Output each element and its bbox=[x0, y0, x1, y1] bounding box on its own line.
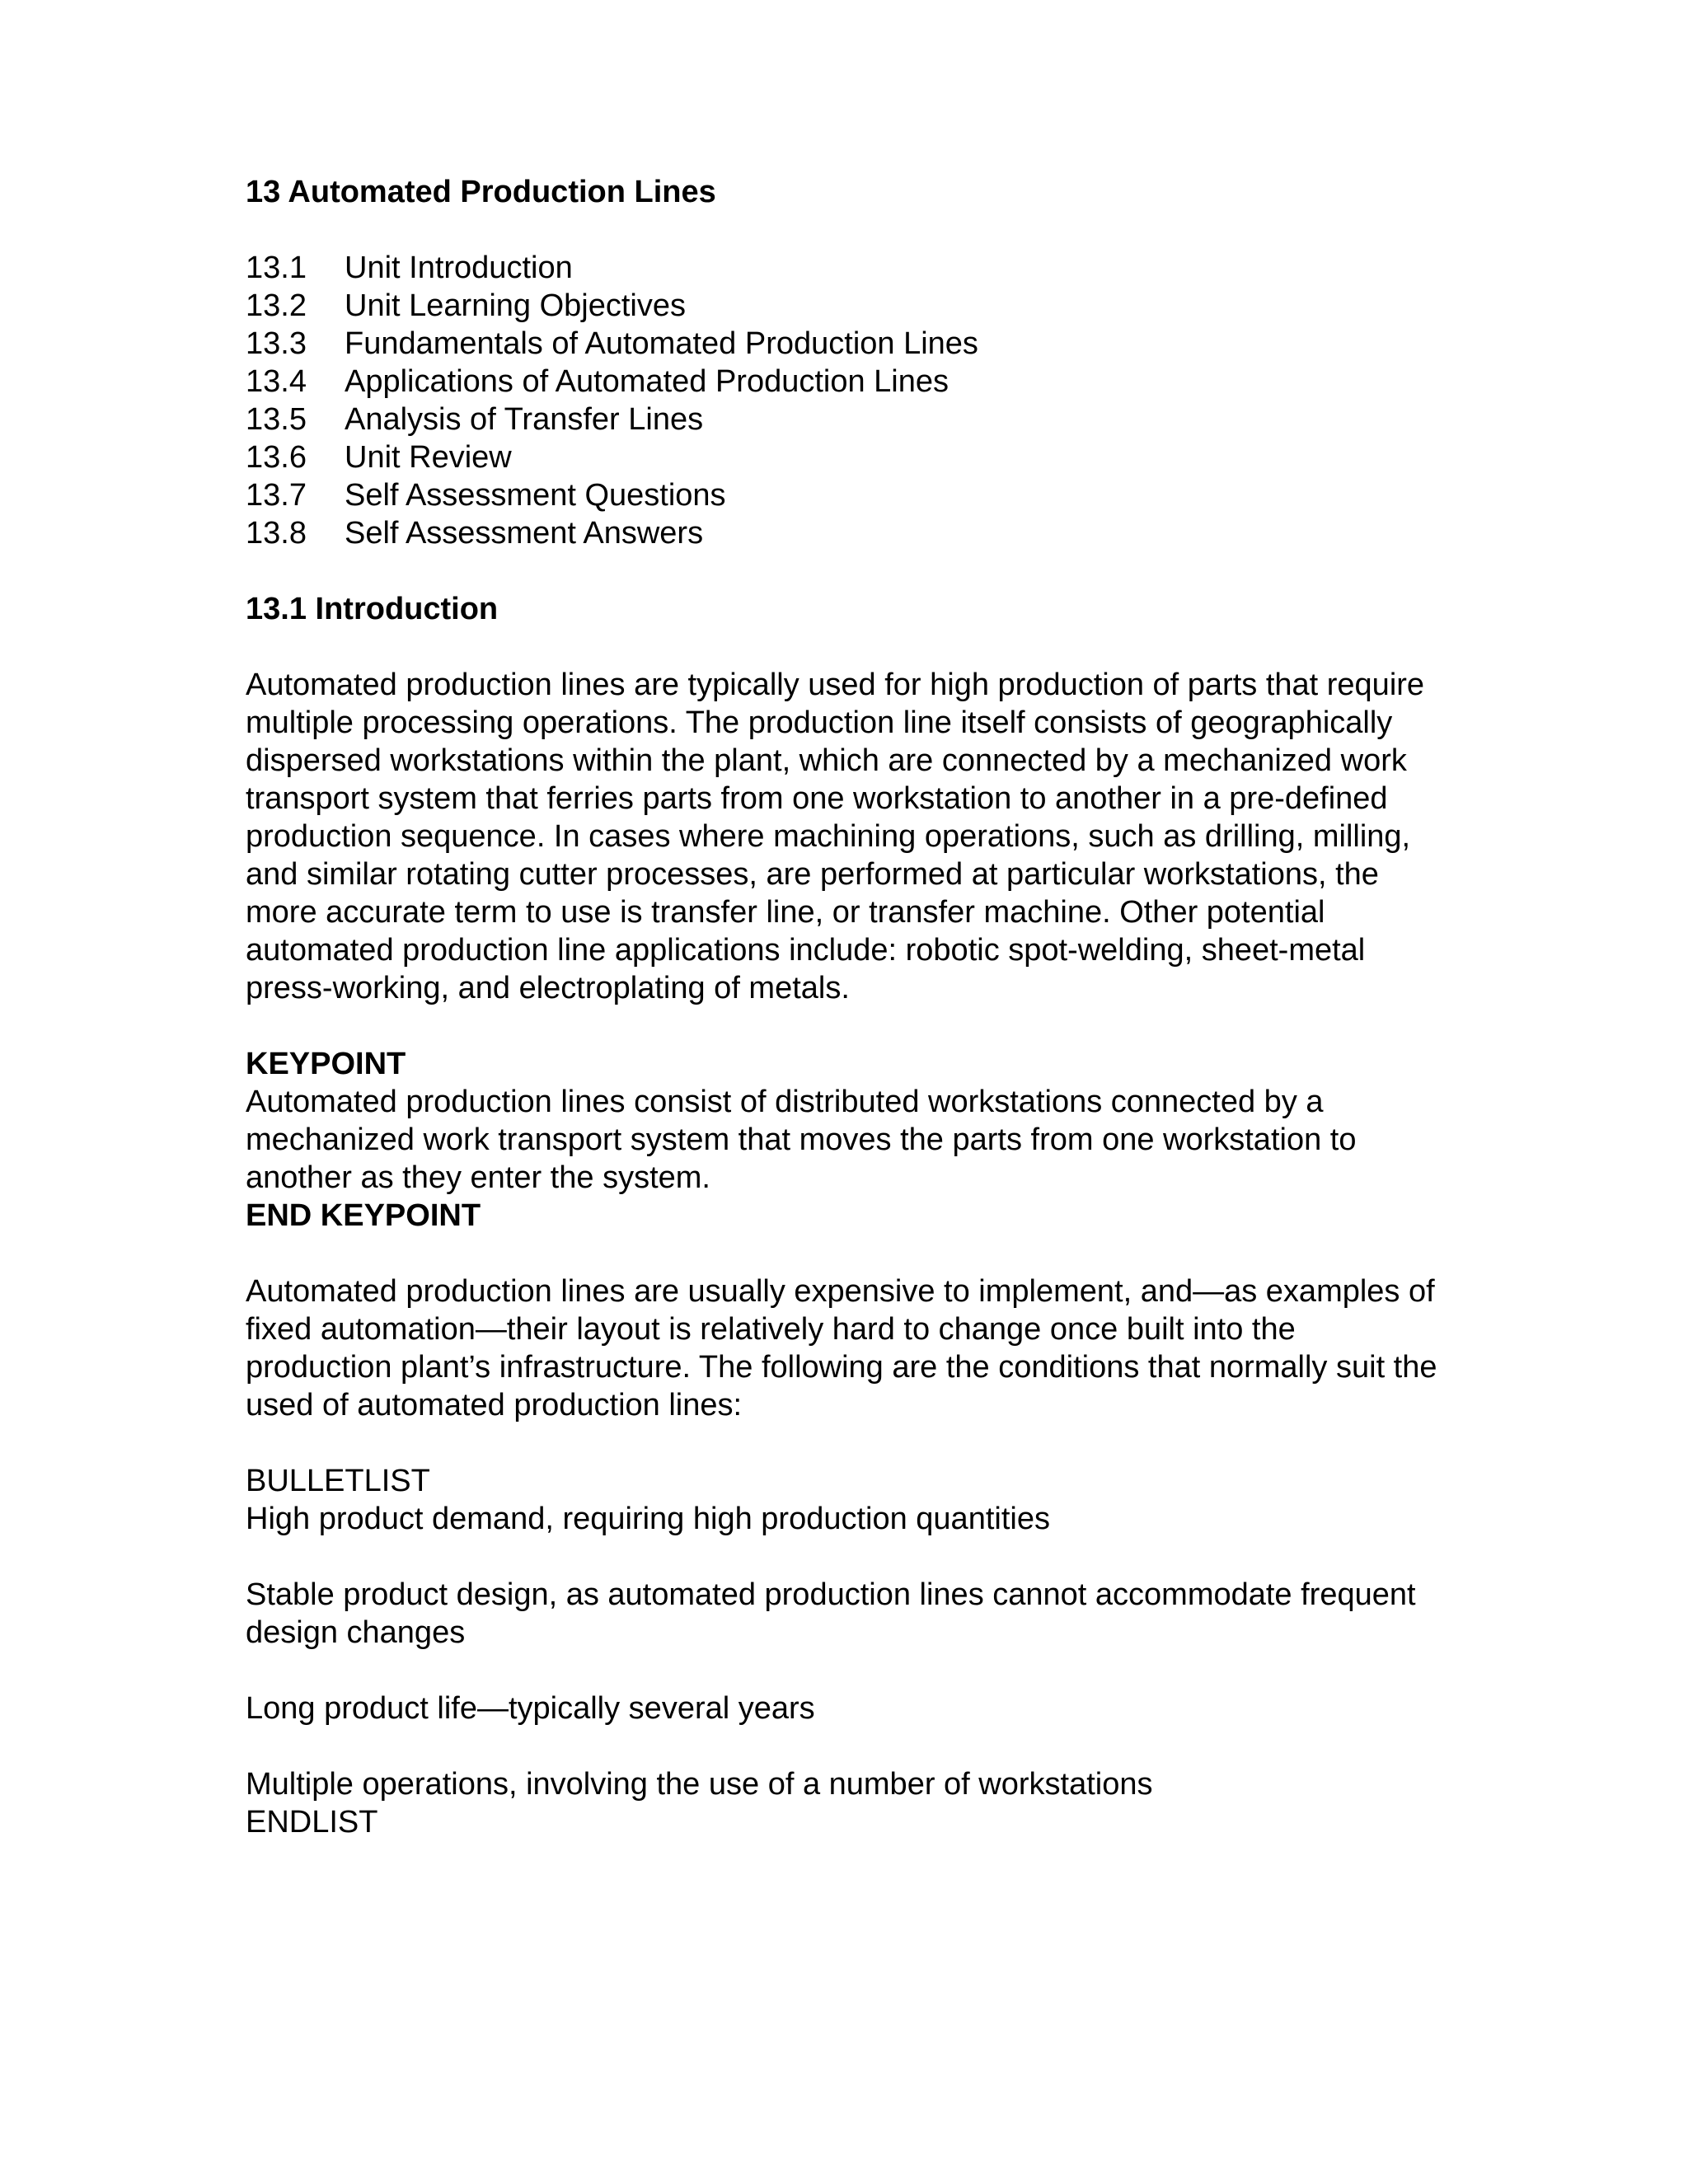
toc-number: 13.6 bbox=[246, 440, 307, 475]
toc-label: Applications of Automated Production Lines bbox=[345, 364, 950, 399]
toc-label: Unit Introduction bbox=[345, 251, 573, 285]
conditions-paragraph: Automated production lines are usually expensive to implement, and—as examples of fixed automation—their layout is relatively hard to change once built into the production plant’s infrastructure. The following are the conditions that normally suit the used of automated production lines: bbox=[246, 1274, 1437, 1422]
toc-number: 13.3 bbox=[246, 326, 307, 361]
endlist-label: ENDLIST bbox=[246, 1805, 378, 1840]
toc-label: Self Assessment Questions bbox=[345, 478, 726, 513]
toc-label: Self Assessment Answers bbox=[345, 516, 704, 551]
toc-label: Analysis of Transfer Lines bbox=[345, 402, 704, 437]
toc-number: 13.7 bbox=[246, 478, 307, 513]
chapter-title: 13 Automated Production Lines bbox=[246, 175, 716, 209]
table-of-contents bbox=[246, 249, 1449, 552]
toc-number: 13.8 bbox=[246, 516, 307, 551]
toc-item bbox=[246, 401, 1449, 438]
toc-label: Unit Learning Objectives bbox=[345, 288, 686, 323]
list-item: Multiple operations, involving the use of a number of workstations bbox=[246, 1767, 1153, 1802]
toc-label: Unit Review bbox=[345, 440, 512, 475]
toc-item bbox=[246, 363, 1449, 401]
toc-item bbox=[246, 325, 1449, 363]
toc-item bbox=[246, 514, 1449, 552]
toc-number: 13.4 bbox=[246, 364, 307, 399]
keypoint-label: KEYPOINT bbox=[246, 1047, 406, 1081]
bullet-list-block bbox=[246, 1462, 1449, 1841]
keypoint-block bbox=[246, 1045, 1449, 1235]
toc-number: 13.5 bbox=[246, 402, 307, 437]
toc-label: Fundamentals of Automated Production Lines bbox=[345, 326, 978, 361]
toc-number: 13.2 bbox=[246, 288, 307, 323]
toc-number: 13.1 bbox=[246, 251, 307, 285]
list-item: Long product life—typically several years bbox=[246, 1691, 815, 1726]
toc-item bbox=[246, 287, 1449, 325]
toc-item bbox=[246, 249, 1449, 287]
list-item: Stable product design, as automated production lines cannot accommodate frequent design changes bbox=[246, 1577, 1416, 1650]
keypoint-text: Automated production lines consist of distributed workstations connected by a mechanized work transport system that moves the parts from one workstation to another as they enter the system. bbox=[246, 1085, 1357, 1195]
keypoint-end-label: END KEYPOINT bbox=[246, 1198, 481, 1233]
bulletlist-label: BULLETLIST bbox=[246, 1464, 430, 1498]
list-item: High product demand, requiring high production quantities bbox=[246, 1502, 1050, 1536]
intro-paragraph: Automated production lines are typically used for high production of parts that require multiple processing operations. The production line itself consists of geographically dispersed workstations within the plant, which are connected by a mechanized work transport system that ferries parts from one workstation to another in a pre-defined production sequence. In cases where machining operations, such as drilling, milling, and similar rotating cutter processes, are performed at particular workstations, the more accurate term to use is transfer line, or transfer machine. Other potential automated production line applications include: robotic spot-welding, sheet-metal press-working, and electroplating of metals. bbox=[246, 668, 1425, 1005]
toc-item bbox=[246, 476, 1449, 514]
document-page bbox=[246, 173, 1449, 1841]
section-title: 13.1 Introduction bbox=[246, 592, 499, 626]
toc-item bbox=[246, 438, 1449, 476]
